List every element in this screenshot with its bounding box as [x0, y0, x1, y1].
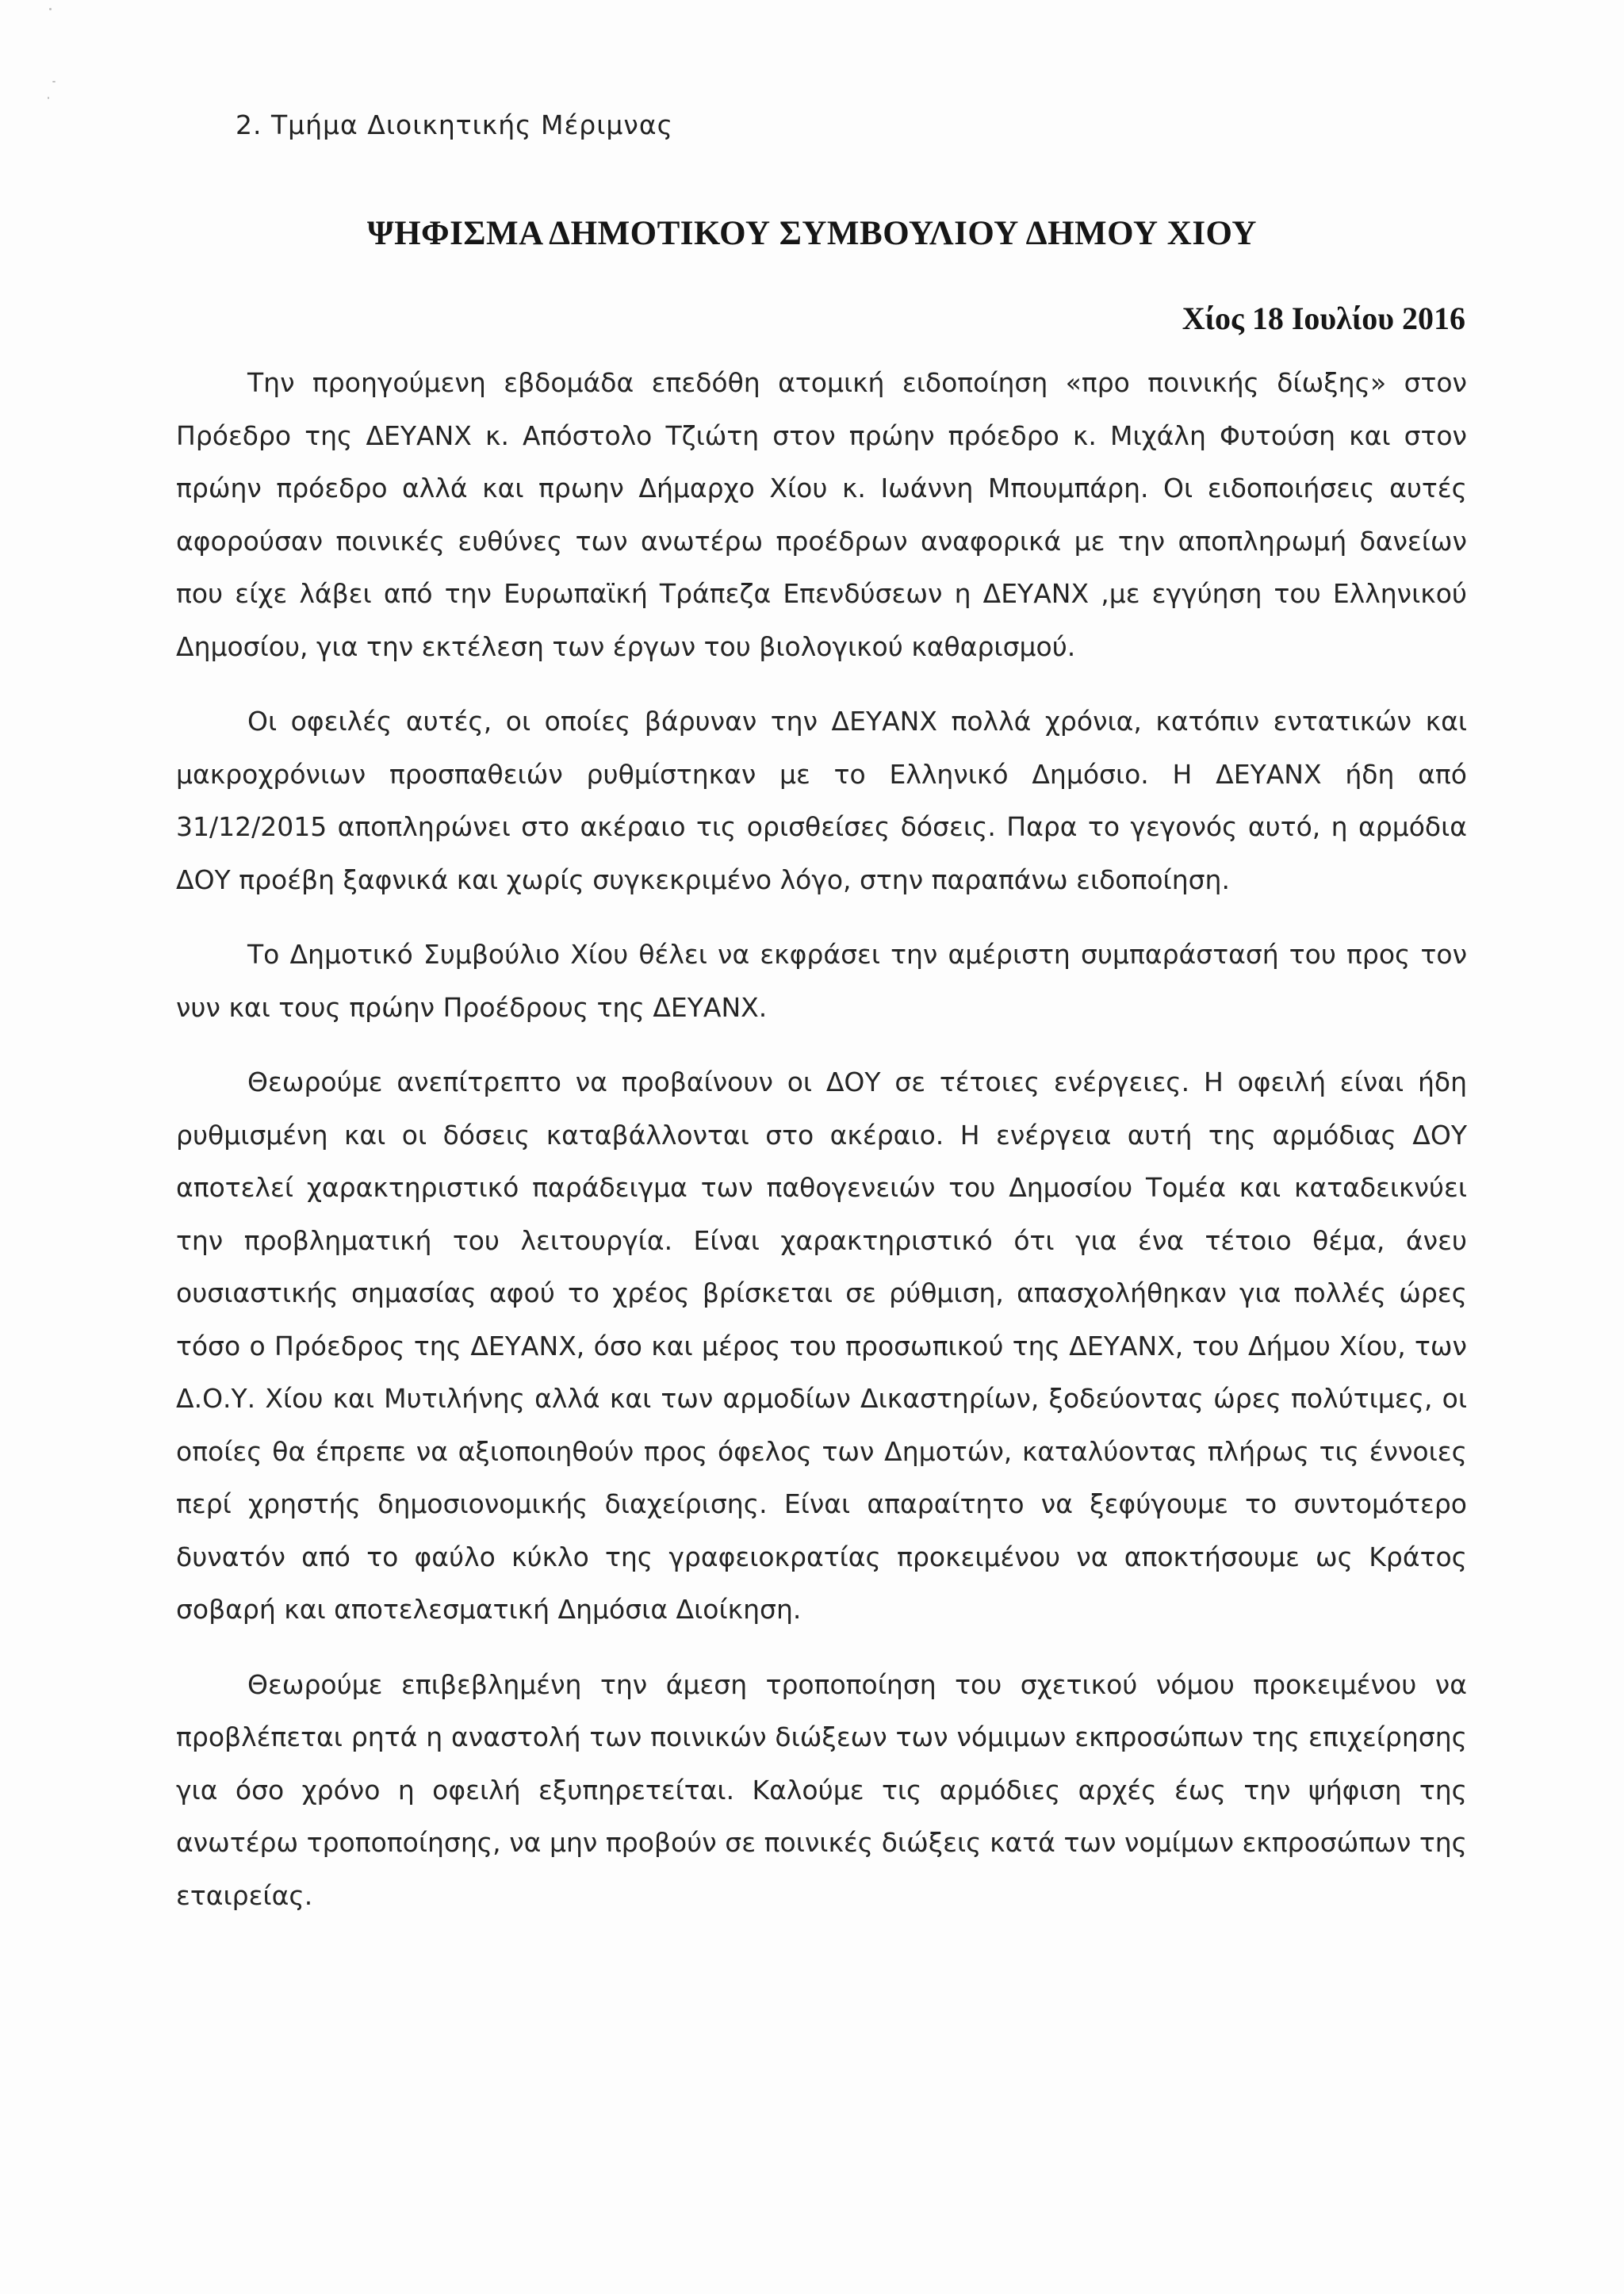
paragraph-2: Οι οφειλές αυτές, οι οποίες βάρυναν την ΔΕΥΑΝΧ πολλά χρόνια, κατόπιν εντατικών και μακροχρόνιων προσπαθειών ρυθμίστηκαν με το Ελληνικό Δημόσιο. Η ΔΕΥΑΝΧ ήδη από 31/12/2015 αποπληρώνει στο ακέραιο τις ορισθείσες δόσεις. Παρα το γεγονός αυτό, η αρμόδια ΔΟΥ προέβη ξαφνικά και χωρίς συγκεκριμένο λόγο, στην παραπάνω ειδοποίηση. [176, 706, 1467, 895]
paragraph-4: Θεωρούμε ανεπίτρεπτο να προβαίνουν οι ΔΟΥ σε τέτοιες ενέργειες. Η οφειλή είναι ήδη ρυθμισμένη και οι δόσεις καταβάλλονται στο ακέραιο. Η ενέργεια αυτή της αρμόδιας ΔΟΥ αποτελεί χαρακτηριστικό παράδειγμα των παθογενειών του Δημοσίου Τομέα και καταδεικνύει την προβληματική του λειτουργία. Είναι χαρακτηριστικό ότι για ένα τέτοιο θέμα, άνευ ουσιαστικής σημασίας αφού το χρέος βρίσκεται σε ρύθμιση, απασχολήθηκαν για πολλές ώρες τόσο ο Πρόεδρος της ΔΕΥΑΝΧ, όσο και μέρος του προσωπικού της ΔΕΥΑΝΧ, του Δήμου Χίου, των Δ.Ο.Υ. Χίου και Μυτιλήνης αλλά και των αρμοδίων Δικαστηρίων, ξοδεύοντας ώρες πολύτιμες, οι οποίες θα έπρεπε να αξιοποιηθούν προς όφελος των Δημοτών, καταλύοντας πλήρως τις έννοιες περί χρηστής δημοσιονομικής διαχείρισης. Είναι απαραίτητο να ξεφύγουμε το συντομότερο δυνατόν από το φαύλο κύκλο της γραφειοκρατίας προκειμένου να αποκτήσουμε ως Κράτος σοβαρή και αποτελεσματική Δημόσια Διοίκηση. [176, 1067, 1467, 1625]
scan-speck [52, 81, 56, 82]
paragraph-3: Το Δημοτικό Συμβούλιο Χίου θέλει να εκφράσει την αμέριστη συμπαράστασή του προς τον νυν και τους πρώην Προέδρους της ΔΕΥΑΝΧ. [176, 939, 1467, 1023]
scan-speck [48, 97, 49, 99]
paragraph-5: Θεωρούμε επιβεβλημένη την άμεση τροποποίηση του σχετικού νόμου προκειμένου να προβλέπεται ρητά η αναστολή των ποινικών διώξεων των νόμιμων εκπροσώπων της επιχείρησης για όσο χρόνο η οφειλή εξυπηρετείται. Καλούμε τις αρμόδιες αρχές έως την ψήφιση της ανωτέρω τροποποίησης, να μην προβούν σε ποινικές διώξεις κατά των νομίμων εκπροσώπων της εταιρείας. [176, 1668, 1467, 1911]
document-date: Χίος 18 Ιουλίου 2016 [1182, 301, 1465, 336]
document-title: ΨΗΦΙΣΜΑ ΔΗΜΟΤΙΚΟΥ ΣΥΜΒΟΥΛΙΟΥ ΔΗΜΟΥ ΧΙΟΥ [367, 215, 1257, 252]
document-body [176, 357, 1467, 1944]
scan-speck [49, 8, 52, 10]
section-heading: 2. Τμήμα Διοικητικής Μέριμνας [236, 109, 673, 140]
paragraph-1: Την προηγούμενη εβδομάδα επεδόθη ατομική ειδοποίηση «προ ποινικής δίωξης» στον Πρόεδρο της ΔΕΥΑΝΧ κ. Απόστολο Τζιώτη στον πρώην πρόεδρο κ. Μιχάλη Φυτούση και στον πρώην πρόεδρο αλλά και πρωην Δήμαρχο Χίου κ. Ιωάννη Μπουμπάρη. Οι ειδοποιήσεις αυτές αφορούσαν ποινικές ευθύνες των ανωτέρω προέδρων αναφορικά με την αποπληρωμή δανείων που είχε λάβει από την Ευρωπαϊκή Τράπεζα Επενδύσεων η ΔΕΥΑΝΧ ,με εγγύηση του Ελληνικού Δημοσίου, για την εκτέλεση των έργων του βιολογικού καθαρισμού. [176, 367, 1467, 662]
